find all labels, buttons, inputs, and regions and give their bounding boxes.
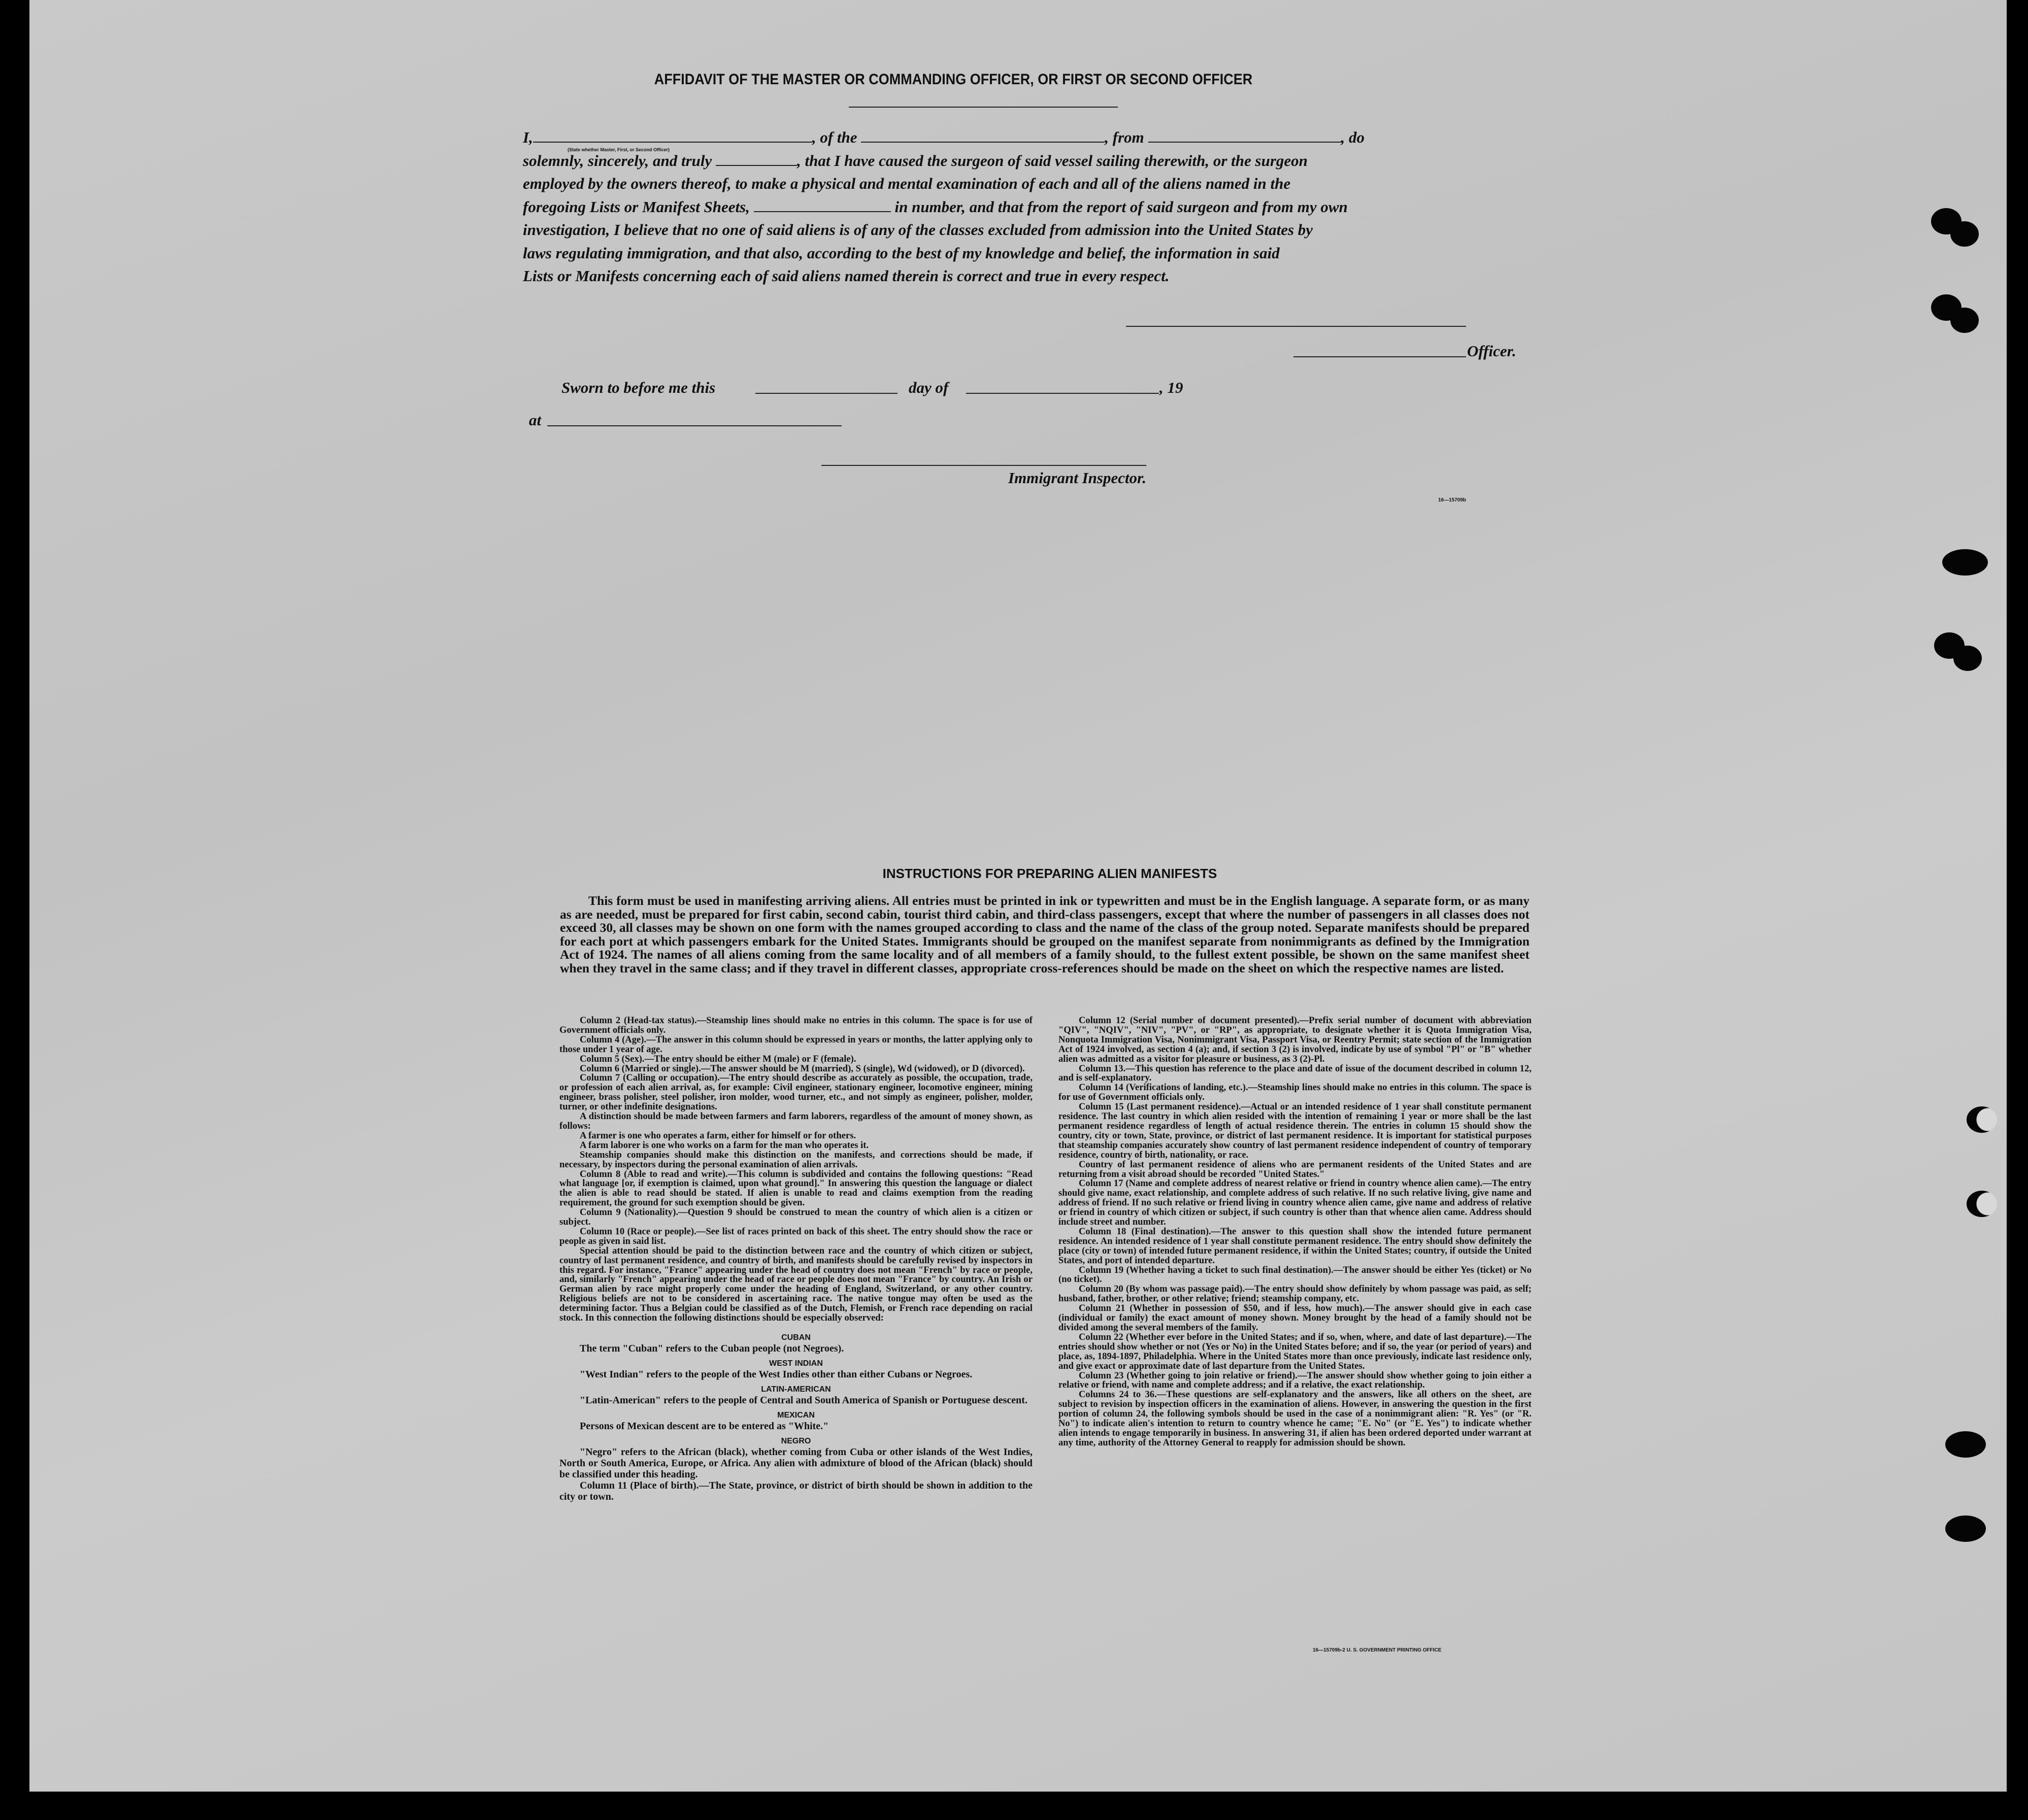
race-heading: WEST INDIAN — [769, 1359, 823, 1368]
hole-punch — [1942, 549, 1988, 576]
officer-line — [1293, 356, 1466, 357]
race-definition: Column 11 (Place of birth).—The State, province, or district of birth should be shown in addition to the city or town. — [559, 1479, 1033, 1502]
hole-punch — [1931, 208, 1961, 234]
race-definition: The term "Cuban" refers to the Cuban people (not Negroes). — [580, 1342, 844, 1354]
officer-label: Officer. — [1467, 342, 1516, 360]
instruction-paragraph: Column 17 (Name and complete address of nearest relative or friend in country whence alien came).—The entry should give name, exact relationship, and complete address of such relative. If no such relative living, give name and address of friend. If no such relative or friend living in country whence alien came, give name and address of relative or friend in country of which citizen or subject, if such country is other than that whence alien came. Address should include street and number. — [1058, 1178, 1532, 1228]
instruction-paragraph: Column 8 (Able to read and write).—This column is subdivided and contains the following questions: "Read what language [or, if exemption is claimed, upon what ground]." In answering this question the language or dialect the alien is able to read should be stated. If alien is unable to read and claims exemption from the reading requirement, the ground for such exemption should be given. — [559, 1168, 1033, 1208]
intro-paragraph: This form must be used in manifesting arriving aliens. All entries must be printed in ink or typewritten and must be in the English language. A separate form, or as many as are needed, must be prepared for first cabin, second cabin, tourist third cabin, and third-class passengers, except that where the number of passengers in all classes does not exceed 30, all classes may be shown on one form with the names grouped according to class and the name of the class of the group noted. Separate manifests should be prepared for each port at which passengers embark for the United States. Immigrants should be grouped on the manifest separate from nonimmigrants as defined by the Immigration Act of 1924. The names of all aliens coming from the same locality and of all members of a family should, to the fullest extent possible, be shown on the same manifest sheet when they travel in the same class; and if they travel in different classes, appropriate cross-references should be made on the sheet on which the respective names are listed. — [560, 893, 1530, 975]
affidavit-line: Lists or Manifests concerning each of said aliens named therein is correct and true in every respect. — [523, 267, 1170, 285]
race-definition: "Latin-American" refers to the people of Central and South America of Spanish or Portuguese descent. — [580, 1394, 1027, 1406]
instruction-paragraph: A farmer is one who operates a farm, either for himself or for others. — [580, 1130, 856, 1141]
race-heading: NEGRO — [781, 1436, 811, 1445]
instruction-paragraph: Column 15 (Last permanent residence).—Actual or an intended residence of 1 year shall constitute permanent residence. The last country in which alien resided with the intention of remaining 1 year or more shall be the last permanent residence regardless of length of actual residence therein. The entries in column 15 should show the country, city or town, State, province, or district of last permanent residence. It is important for statistical purposes that steamship companies accurately show country of last permanent residence independent of country of temporary residence, country of birth, nationality, or race. — [1058, 1101, 1532, 1160]
signature-line — [1126, 326, 1466, 327]
vessel-field — [861, 141, 1105, 143]
sworn-label: Sworn to before me this — [561, 379, 716, 396]
hole-punch — [1931, 294, 1961, 321]
race-heading: MEXICAN — [777, 1410, 815, 1420]
rank-note: (State whether Master, First, or Second Officer) — [568, 147, 670, 152]
affidavit-do: , do — [1341, 128, 1365, 146]
affidavit-line: laws regulating immigration, and that also, according to the best of my knowledge and belief, the information in said — [523, 244, 1280, 262]
race-definition: "West Indian" refers to the people of the West Indies other than either Cubans or Negroes. — [580, 1368, 973, 1380]
instruction-paragraph: Column 14 (Verifications of landing, etc.).—Steamship lines should make no entries in this column. The space is for use of Government officials only. — [1058, 1082, 1532, 1103]
instruction-paragraph: A farm laborer is one who works on a farm for the man who operates it. — [580, 1139, 869, 1151]
sworn-month-field — [966, 393, 1159, 394]
race-heading: CUBAN — [781, 1333, 811, 1342]
instructions-right-column — [1058, 1016, 1532, 1448]
instruction-paragraph: Column 6 (Married or single).—The answer should be M (married), S (single), Wd (widowed), or D (divorced). — [580, 1063, 1025, 1074]
instructions-title: INSTRUCTIONS FOR PREPARING ALIEN MANIFESTS — [882, 866, 1217, 881]
affidavit-i: I, — [523, 128, 533, 146]
at-field — [547, 425, 842, 426]
port-field — [1148, 141, 1341, 143]
printing-office-footer: 16—15709b-2 U. S. GOVERNMENT PRINTING OFFICE — [1313, 1647, 1442, 1653]
instruction-paragraph: Column 22 (Whether ever before in the United States; and if so, when, where, and date of last departure).—The entries should show whether or not (Yes or No) in the United States before; and if so, the year (or period of years) and place, as, 1894-1897, Philadelphia. Where in the United States more than once previously, indicate last residence only, and give exact or approximate date of last departure from the United States. — [1058, 1331, 1532, 1371]
instruction-paragraph: Column 13.—This question has reference to the place and date of issue of the document described in column 12, and is self-explanatory. — [1058, 1063, 1532, 1084]
hole-punch — [1945, 1515, 1986, 1542]
instruction-paragraph: Special attention should be paid to the distinction between race and the country of which citizen or subject, country of last permanent residence, and country of birth, and manifests should be carefully revised by inspectors in this regard. For instance, "France" appearing under the head of country does not mean "French" by race or people, and, similarly "French" appearing under the head of race or people does not mean "France" by country. An Irish or German alien by race might properly come under the heading of England, Switzerland, or any other country. Religious beliefs are not to be considered in ascertaining race. The native tongue may often be used as the determining factor. Thus a Belgian could be classified as of the Dutch, Flemish, or French race depending on racial stock. In this connection the following distinctions should be especially observed: — [559, 1245, 1033, 1324]
affidavit-text — [523, 126, 1538, 288]
hole-punch — [1945, 1431, 1986, 1458]
affidavit-line: foregoing Lists or Manifest Sheets, — [523, 197, 750, 216]
oath-field — [716, 164, 797, 166]
inspector-signature-line — [821, 465, 1146, 466]
affidavit-line: , that I have caused the surgeon of said vessel sailing therewith, or the surgeon — [797, 151, 1308, 170]
instruction-paragraph: Steamship companies should make this distinction on the manifests, and corrections should be made, if necessary, by inspectors during the personal examination of alien arrivals. — [559, 1149, 1033, 1170]
race-definition: "Negro" refers to the African (black), whether coming from Cuba or other islands of the West Indies, North or South America, Europe, or Africa. Any alien with admixture of blood of the African (black) should be classified under this heading. — [559, 1446, 1033, 1480]
inspector-label: Immigrant Inspector. — [1008, 469, 1147, 487]
document-page — [29, 0, 2007, 1792]
instruction-paragraph: Column 19 (Whether having a ticket to such final destination).—The answer should be either Yes (ticket) or No (no ticket). — [1058, 1264, 1532, 1285]
instruction-paragraph: Column 12 (Serial number of document presented).—Prefix serial number of document with abbreviation "QIV", "NQIV", "NIV", "PV", or "RP", as appropriate, to designate whether it is Quota Immigration Visa, Nonquota Immigration Visa, Nonimmigrant Visa, Passport Visa, or Reentry Permit; state section of the Immigration Act of 1924 involved, as section 4 (a); and, if section 3 (2) is involved, indicate by use of symbol "Pl" or "B" whether alien was admitted as a visitor for pleasure or business, as 3 (2)-Pl. — [1058, 1015, 1532, 1064]
affidavit-of-the: , of the — [812, 128, 857, 146]
instruction-paragraph: A distinction should be made between farmers and farm laborers, regardless of the amount of money shown, as follows: — [559, 1111, 1033, 1131]
instructions-left-column — [559, 1016, 1033, 1502]
officer-rank-field — [533, 141, 812, 143]
affidavit-from: , from — [1105, 128, 1144, 146]
instruction-paragraph: Column 21 (Whether in possession of $50, and if less, how much).—The answer should give in each case (individual or family) the exact amount of money shown. Money brought by the head of a family should not be divided among the several members of the family. — [1058, 1303, 1532, 1333]
sheet-count-field — [754, 211, 891, 212]
instruction-paragraph: Column 23 (Whether going to join relative or friend).—The answer should show whether going to join either a relative or friend, with name and complete address; and if a relative, the exact relationship. — [1058, 1370, 1532, 1391]
instruction-paragraph: Column 18 (Final destination).—The answer to this question shall show the intended future permanent residence. An intended residence of 1 year shall constitute permanent residence. The entry should show definitely the place (city or town) of intended future permanent residence, if within the United States; country, if outside the United States, and port of intended departure. — [1058, 1226, 1532, 1266]
year-label: , 19 — [1159, 379, 1183, 396]
title-rule — [849, 107, 1118, 108]
sworn-day-field — [755, 393, 897, 394]
hole-punch — [1967, 1106, 1997, 1133]
instruction-paragraph: Column 2 (Head-tax status).—Steamship lines should make no entries in this column. The space is for use of Government officials only. — [559, 1015, 1033, 1035]
affidavit-title: AFFIDAVIT OF THE MASTER OR COMMANDING OFFICER, OR FIRST OR SECOND OFFICER — [654, 71, 1253, 88]
day-of-label: day of — [909, 379, 949, 396]
instruction-paragraph: Column 5 (Sex).—The entry should be either M (male) or F (female). — [580, 1053, 856, 1064]
at-label: at — [529, 411, 542, 429]
affidavit-line: investigation, I believe that no one of said aliens is of any of the classes excluded from admission into the United States by — [523, 221, 1313, 239]
instruction-paragraph: Country of last permanent residence of aliens who are permanent residents of the United States and are returning from a visit abroad should be recorded "United States." — [1058, 1159, 1532, 1179]
instruction-paragraph: Column 9 (Nationality).—Question 9 should be construed to mean the country of which alien is a citizen or subject. — [559, 1207, 1033, 1228]
affidavit-line: in number, and that from the report of said surgeon and from my own — [894, 197, 1348, 216]
instruction-paragraph: Columns 24 to 36.—These questions are self-explanatory and the answers, like all others on the sheet, are subject to revision by inspection officers in the examination of aliens. However, in answering the question in the first portion of column 24, the following symbols should be used in the case of a nonimmigrant alien: "R. Yes" (or "R. No") to indicate alien's intention to return to country whence he came; "E. No" (or "E. Yes") to indicate whether alien intends to engage temporarily in business. In answering 31, if alien has been ordered deported under warrant at any time, authority of the Attorney General to reapply for admission should be shown. — [1058, 1389, 1532, 1448]
affidavit-line: employed by the owners thereof, to make a physical and mental examination of each and all of the aliens named in the — [523, 175, 1291, 192]
instruction-paragraph: Column 10 (Race or people).—See list of races printed on back of this sheet. The entry should show the race or people as given in said list. — [559, 1226, 1033, 1246]
race-definition: Persons of Mexican descent are to be entered as "White." — [580, 1420, 829, 1432]
form-number: 16—15709b — [1438, 497, 1467, 503]
instruction-paragraph: Column 20 (By whom was passage paid).—The entry should show definitely by whom passage was paid, as self; husband, father, brother, or other relative; friend; steamship company, etc. — [1058, 1284, 1532, 1304]
hole-punch — [1934, 632, 1965, 659]
affidavit-line: solemnly, sincerely, and truly — [523, 151, 712, 170]
instruction-paragraph: Column 7 (Calling or occupation).—The entry should describe as accurately as possible, the occupation, trade, or profession of each alien arrival, as, for example: Civil engineer, stationary engineer, locomotive engineer, mining engineer, brass polisher, steel polisher, iron molder, wood turner, etc., and not simply as engineer, polisher, molder, turner, or other indefinite designations. — [559, 1072, 1033, 1113]
instruction-paragraph: Column 4 (Age).—The answer in this column should be expressed in years or months, the latter applying only to those under 1 year of age. — [559, 1034, 1033, 1055]
hole-punch — [1967, 1191, 1997, 1217]
race-heading: LATIN-AMERICAN — [761, 1385, 831, 1394]
instructions-intro — [560, 894, 1530, 975]
